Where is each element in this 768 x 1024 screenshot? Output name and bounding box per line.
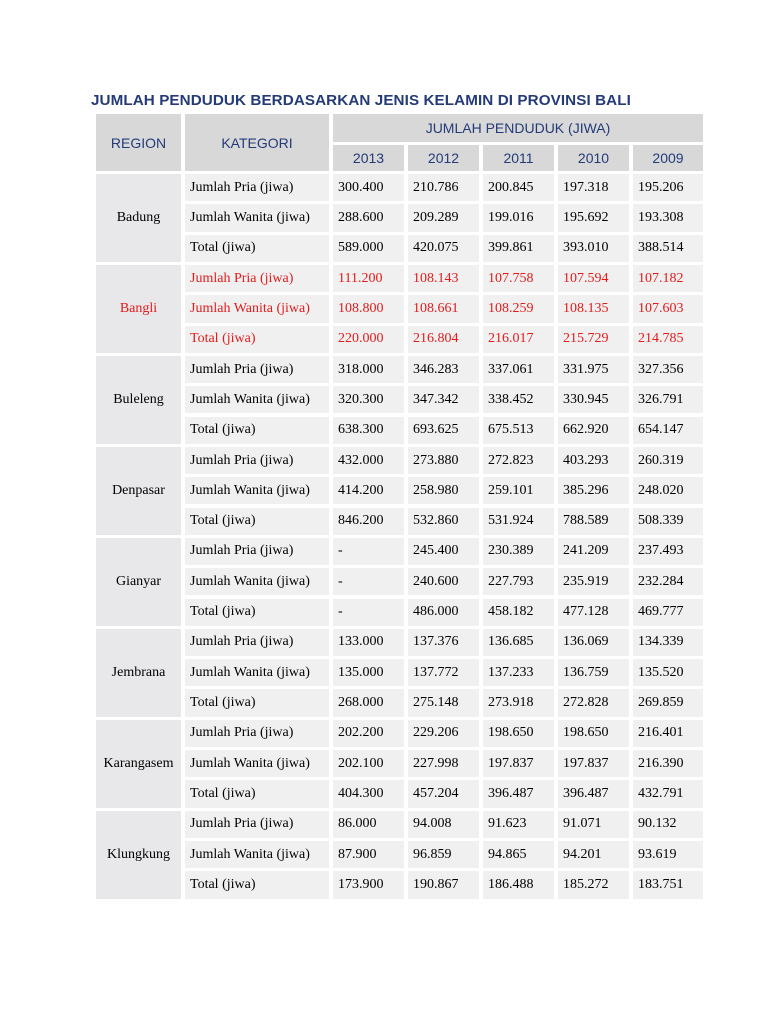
value-cell: 197.837: [558, 750, 629, 777]
value-cell: 135.520: [633, 659, 703, 686]
value-cell: 248.020: [633, 477, 703, 504]
category-cell: Total (jiwa): [185, 871, 329, 898]
value-cell: 486.000: [408, 599, 479, 626]
value-cell: 137.233: [483, 659, 554, 686]
value-cell: 654.147: [633, 417, 703, 444]
value-cell: -: [333, 568, 404, 595]
value-cell: 268.000: [333, 689, 404, 716]
value-cell: 662.920: [558, 417, 629, 444]
region-name: Denpasar: [96, 447, 181, 535]
value-cell: 210.786: [408, 174, 479, 201]
value-cell: 136.685: [483, 629, 554, 656]
value-cell: 108.135: [558, 295, 629, 322]
header-year: 2011: [483, 145, 554, 171]
value-cell: 404.300: [333, 780, 404, 807]
value-cell: 216.390: [633, 750, 703, 777]
value-cell: 241.209: [558, 538, 629, 565]
value-cell: 215.729: [558, 326, 629, 353]
category-cell: Jumlah Pria (jiwa): [185, 356, 329, 383]
value-cell: 230.389: [483, 538, 554, 565]
value-cell: 136.069: [558, 629, 629, 656]
value-cell: 137.772: [408, 659, 479, 686]
category-cell: Total (jiwa): [185, 508, 329, 535]
value-cell: 318.000: [333, 356, 404, 383]
value-cell: 135.000: [333, 659, 404, 686]
category-cell: Jumlah Wanita (jiwa): [185, 568, 329, 595]
value-cell: 589.000: [333, 235, 404, 262]
value-cell: 227.793: [483, 568, 554, 595]
category-cell: Jumlah Wanita (jiwa): [185, 477, 329, 504]
category-cell: Jumlah Pria (jiwa): [185, 265, 329, 292]
category-cell: Jumlah Wanita (jiwa): [185, 659, 329, 686]
value-cell: 173.900: [333, 871, 404, 898]
header-kategori: KATEGORI: [185, 114, 329, 171]
category-cell: Jumlah Pria (jiwa): [185, 811, 329, 838]
category-cell: Jumlah Pria (jiwa): [185, 174, 329, 201]
value-cell: 193.308: [633, 204, 703, 231]
value-cell: 531.924: [483, 508, 554, 535]
value-cell: 229.206: [408, 720, 479, 747]
value-cell: 693.625: [408, 417, 479, 444]
value-cell: 432.791: [633, 780, 703, 807]
value-cell: 86.000: [333, 811, 404, 838]
header-region: REGION: [96, 114, 181, 171]
value-cell: 91.623: [483, 811, 554, 838]
category-cell: Total (jiwa): [185, 326, 329, 353]
value-cell: 108.259: [483, 295, 554, 322]
value-cell: 195.692: [558, 204, 629, 231]
value-cell: 338.452: [483, 386, 554, 413]
value-cell: 396.487: [483, 780, 554, 807]
value-cell: 183.751: [633, 871, 703, 898]
category-cell: Jumlah Wanita (jiwa): [185, 386, 329, 413]
value-cell: 96.859: [408, 841, 479, 868]
header-jumlah-penduduk: JUMLAH PENDUDUK (JIWA): [333, 114, 703, 142]
value-cell: 477.128: [558, 599, 629, 626]
value-cell: 269.859: [633, 689, 703, 716]
category-cell: Total (jiwa): [185, 235, 329, 262]
value-cell: 240.600: [408, 568, 479, 595]
category-cell: Total (jiwa): [185, 417, 329, 444]
page-title: JUMLAH PENDUDUK BERDASARKAN JENIS KELAMIN DI PROVINSI BALI: [91, 92, 631, 109]
value-cell: 87.900: [333, 841, 404, 868]
value-cell: 331.975: [558, 356, 629, 383]
value-cell: 272.828: [558, 689, 629, 716]
value-cell: 216.401: [633, 720, 703, 747]
region-name: Badung: [96, 174, 181, 262]
value-cell: 94.201: [558, 841, 629, 868]
category-cell: Total (jiwa): [185, 780, 329, 807]
category-cell: Total (jiwa): [185, 599, 329, 626]
value-cell: 260.319: [633, 447, 703, 474]
value-cell: 320.300: [333, 386, 404, 413]
category-cell: Total (jiwa): [185, 689, 329, 716]
value-cell: 638.300: [333, 417, 404, 444]
value-cell: 532.860: [408, 508, 479, 535]
value-cell: 94.008: [408, 811, 479, 838]
value-cell: 200.845: [483, 174, 554, 201]
value-cell: 326.791: [633, 386, 703, 413]
region-name: Karangasem: [96, 720, 181, 808]
value-cell: 273.918: [483, 689, 554, 716]
value-cell: 273.880: [408, 447, 479, 474]
region-name: Gianyar: [96, 538, 181, 626]
value-cell: 94.865: [483, 841, 554, 868]
value-cell: 216.804: [408, 326, 479, 353]
value-cell: 111.200: [333, 265, 404, 292]
value-cell: 216.017: [483, 326, 554, 353]
value-cell: 403.293: [558, 447, 629, 474]
region-name: Jembrana: [96, 629, 181, 717]
category-cell: Jumlah Pria (jiwa): [185, 538, 329, 565]
value-cell: 330.945: [558, 386, 629, 413]
value-cell: 227.998: [408, 750, 479, 777]
value-cell: 347.342: [408, 386, 479, 413]
value-cell: 458.182: [483, 599, 554, 626]
value-cell: 235.919: [558, 568, 629, 595]
value-cell: 232.284: [633, 568, 703, 595]
value-cell: 396.487: [558, 780, 629, 807]
value-cell: 197.837: [483, 750, 554, 777]
value-cell: 220.000: [333, 326, 404, 353]
value-cell: 245.400: [408, 538, 479, 565]
category-cell: Jumlah Wanita (jiwa): [185, 295, 329, 322]
value-cell: 259.101: [483, 477, 554, 504]
value-cell: 388.514: [633, 235, 703, 262]
region-name: Buleleng: [96, 356, 181, 444]
value-cell: -: [333, 599, 404, 626]
value-cell: 272.823: [483, 447, 554, 474]
value-cell: 186.488: [483, 871, 554, 898]
region-name: Klungkung: [96, 811, 181, 899]
value-cell: 420.075: [408, 235, 479, 262]
value-cell: 788.589: [558, 508, 629, 535]
value-cell: 137.376: [408, 629, 479, 656]
header-year: 2010: [558, 145, 629, 171]
value-cell: 508.339: [633, 508, 703, 535]
value-cell: 209.289: [408, 204, 479, 231]
value-cell: 457.204: [408, 780, 479, 807]
value-cell: 108.800: [333, 295, 404, 322]
value-cell: 275.148: [408, 689, 479, 716]
value-cell: 300.400: [333, 174, 404, 201]
value-cell: 202.200: [333, 720, 404, 747]
value-cell: 414.200: [333, 477, 404, 504]
value-cell: 108.143: [408, 265, 479, 292]
value-cell: 675.513: [483, 417, 554, 444]
value-cell: 399.861: [483, 235, 554, 262]
value-cell: 107.594: [558, 265, 629, 292]
value-cell: 199.016: [483, 204, 554, 231]
value-cell: 327.356: [633, 356, 703, 383]
value-cell: 190.867: [408, 871, 479, 898]
value-cell: 90.132: [633, 811, 703, 838]
value-cell: 133.000: [333, 629, 404, 656]
value-cell: 136.759: [558, 659, 629, 686]
header-year: 2012: [408, 145, 479, 171]
value-cell: 107.758: [483, 265, 554, 292]
value-cell: 346.283: [408, 356, 479, 383]
value-cell: 198.650: [483, 720, 554, 747]
value-cell: 337.061: [483, 356, 554, 383]
value-cell: 214.785: [633, 326, 703, 353]
value-cell: 134.339: [633, 629, 703, 656]
value-cell: 432.000: [333, 447, 404, 474]
category-cell: Jumlah Pria (jiwa): [185, 720, 329, 747]
value-cell: 107.603: [633, 295, 703, 322]
value-cell: 198.650: [558, 720, 629, 747]
category-cell: Jumlah Pria (jiwa): [185, 447, 329, 474]
value-cell: 385.296: [558, 477, 629, 504]
value-cell: 91.071: [558, 811, 629, 838]
value-cell: 202.100: [333, 750, 404, 777]
header-year: 2013: [333, 145, 404, 171]
value-cell: 469.777: [633, 599, 703, 626]
value-cell: 108.661: [408, 295, 479, 322]
value-cell: 237.493: [633, 538, 703, 565]
header-year: 2009: [633, 145, 703, 171]
value-cell: 258.980: [408, 477, 479, 504]
value-cell: 197.318: [558, 174, 629, 201]
value-cell: 185.272: [558, 871, 629, 898]
value-cell: 93.619: [633, 841, 703, 868]
value-cell: 846.200: [333, 508, 404, 535]
value-cell: 393.010: [558, 235, 629, 262]
value-cell: 107.182: [633, 265, 703, 292]
value-cell: 288.600: [333, 204, 404, 231]
category-cell: Jumlah Pria (jiwa): [185, 629, 329, 656]
value-cell: 195.206: [633, 174, 703, 201]
category-cell: Jumlah Wanita (jiwa): [185, 204, 329, 231]
region-name: Bangli: [96, 265, 181, 353]
category-cell: Jumlah Wanita (jiwa): [185, 750, 329, 777]
category-cell: Jumlah Wanita (jiwa): [185, 841, 329, 868]
value-cell: -: [333, 538, 404, 565]
